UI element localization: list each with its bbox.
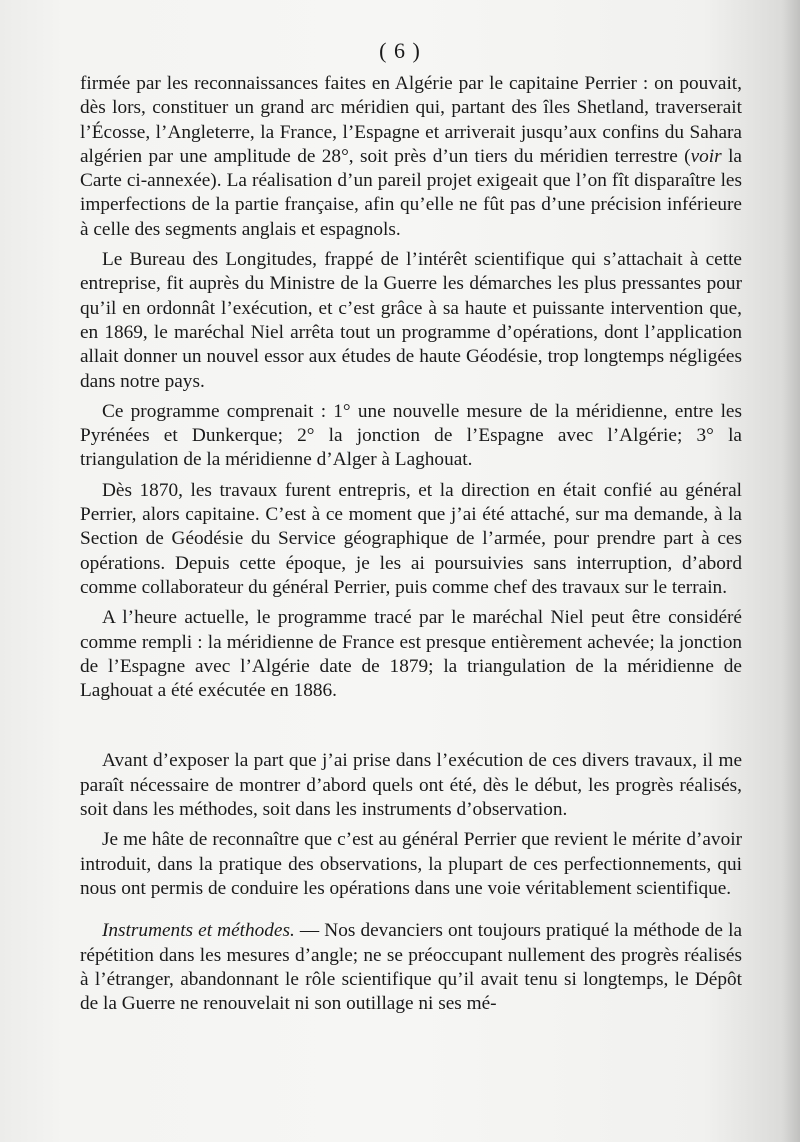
body-text (80, 72, 742, 1016)
paragraph-6: Avant d’exposer la part que j’ai prise dans l’exécution de ces divers travaux, il me paraît nécessaire de montrer d’abord quels ont été, dès le début, les progrès réalisés, soit dans les méthodes, soit dans les instruments d’observation. (80, 750, 742, 821)
paragraph-3: Ce programme comprenait : 1° une nouvelle mesure de la méridienne, entre les Pyrénées et Dunkerque; 2° la jonction de l’Espagne avec l’Algérie; 3° la triangulation de la méridienne d’Alger à Laghouat. (80, 400, 742, 471)
paragraph-1-text-b: la Carte ci-annexée). La réalisation d’un pareil projet exigeait que l’on fît disparaître les imperfections de la partie française, afin qu’elle ne fût pas d’une précision inférieure à celle des segments anglais et espagnols. (80, 145, 742, 240)
page-number: ( 6 ) (379, 38, 421, 63)
paragraph-4: Dès 1870, les travaux furent entrepris, et la direction en était confié au général Perrier, alors capitaine. C’est à ce moment que j’ai été attaché, sur ma demande, à la Section de Géodésie du Service géographique de l’armée, pour prendre part à ces opérations. Depuis cette époque, je les ai poursuivies sans interruption, d’abord comme collaborateur du général Perrier, puis comme chef des travaux sur le terrain. (80, 479, 742, 598)
paragraph-2: Le Bureau des Longitudes, frappé de l’intérêt scientifique qui s’attachait à cette entreprise, fit auprès du Ministre de la Guerre les démarches les plus pressantes pour qu’il en ordonnât l’exécution, et c’est grâce à sa haute et puissante intervention que, en 1869, le maréchal Niel arrêta tout un programme d’opérations, dont l’application allait donner un nouvel essor aux études de haute Géodésie, trop longtemps négligées dans notre pays. (80, 249, 742, 392)
voir-emphasis: voir (690, 145, 722, 167)
paragraph-8 (80, 919, 742, 1016)
paragraph-8-text: — Nos devanciers ont toujours pratiqué la méthode de la répétition dans les mesures d’angle; ne se préoccupant nullement des progrès réalisés à l’étranger, abandonnant le rôle scientifique qu’il avait tenu si longtemps, le Dépôt de la Guerre ne renouvelait ni son outillage ni ses mé- (80, 920, 743, 1015)
paragraph-1-text-a: firmée par les reconnaissances faites en Algérie par le capitaine Perrier : on pouvait, dès lors, constituer un grand arc méridien qui, partant des îles Shetland, traverserait l’Écosse, l’Angleterre, la France, l’Espagne et arriverait jusqu’aux confins du Sahara algérien par une amplitude de 28°, soit près d’un tiers du méridien terrestre (80, 73, 742, 167)
paragraph-5: A l’heure actuelle, le programme tracé par le maréchal Niel peut être considéré comme rempli : la méridienne de France est presque entièrement achevée; la jonction de l’Espagne avec l’Algérie date de 1879; la triangulation de la méridienne de Laghouat a été exécutée en 1886. (80, 607, 742, 702)
page-edge-shadow (782, 0, 800, 1142)
section-heading: Instruments et méthodes. (102, 920, 295, 942)
paragraph-7: Je me hâte de reconnaître que c’est au général Perrier que revient le mérite d’avoir introduit, dans la pratique des observations, la plupart de ces perfectionnements, qui nous ont permis de conduire les opérations dans une voie véritablement scientifique. (80, 829, 742, 899)
paragraph-1: firmée par les reconnaissances faites en Algérie par le capitaine Perrier : on pouvait, dès lors, constituer un grand arc méridien qui, partant des îles Shetland, traverserait l’Écosse, l’Angleterre, la France, l’Espagne et arriverait jusqu’aux confins du Sahara algérien par une amplitude de 28°, soit près d’un tiers du méridien terrestre (voir la Carte ci-annexée). La réalisation d’un pareil projet exigeait que l’on fît disparaître les imperfections de la partie française, afin qu’elle ne fût pas d’une précision inférieure à celle des segments anglais et espagnols. (80, 73, 742, 240)
